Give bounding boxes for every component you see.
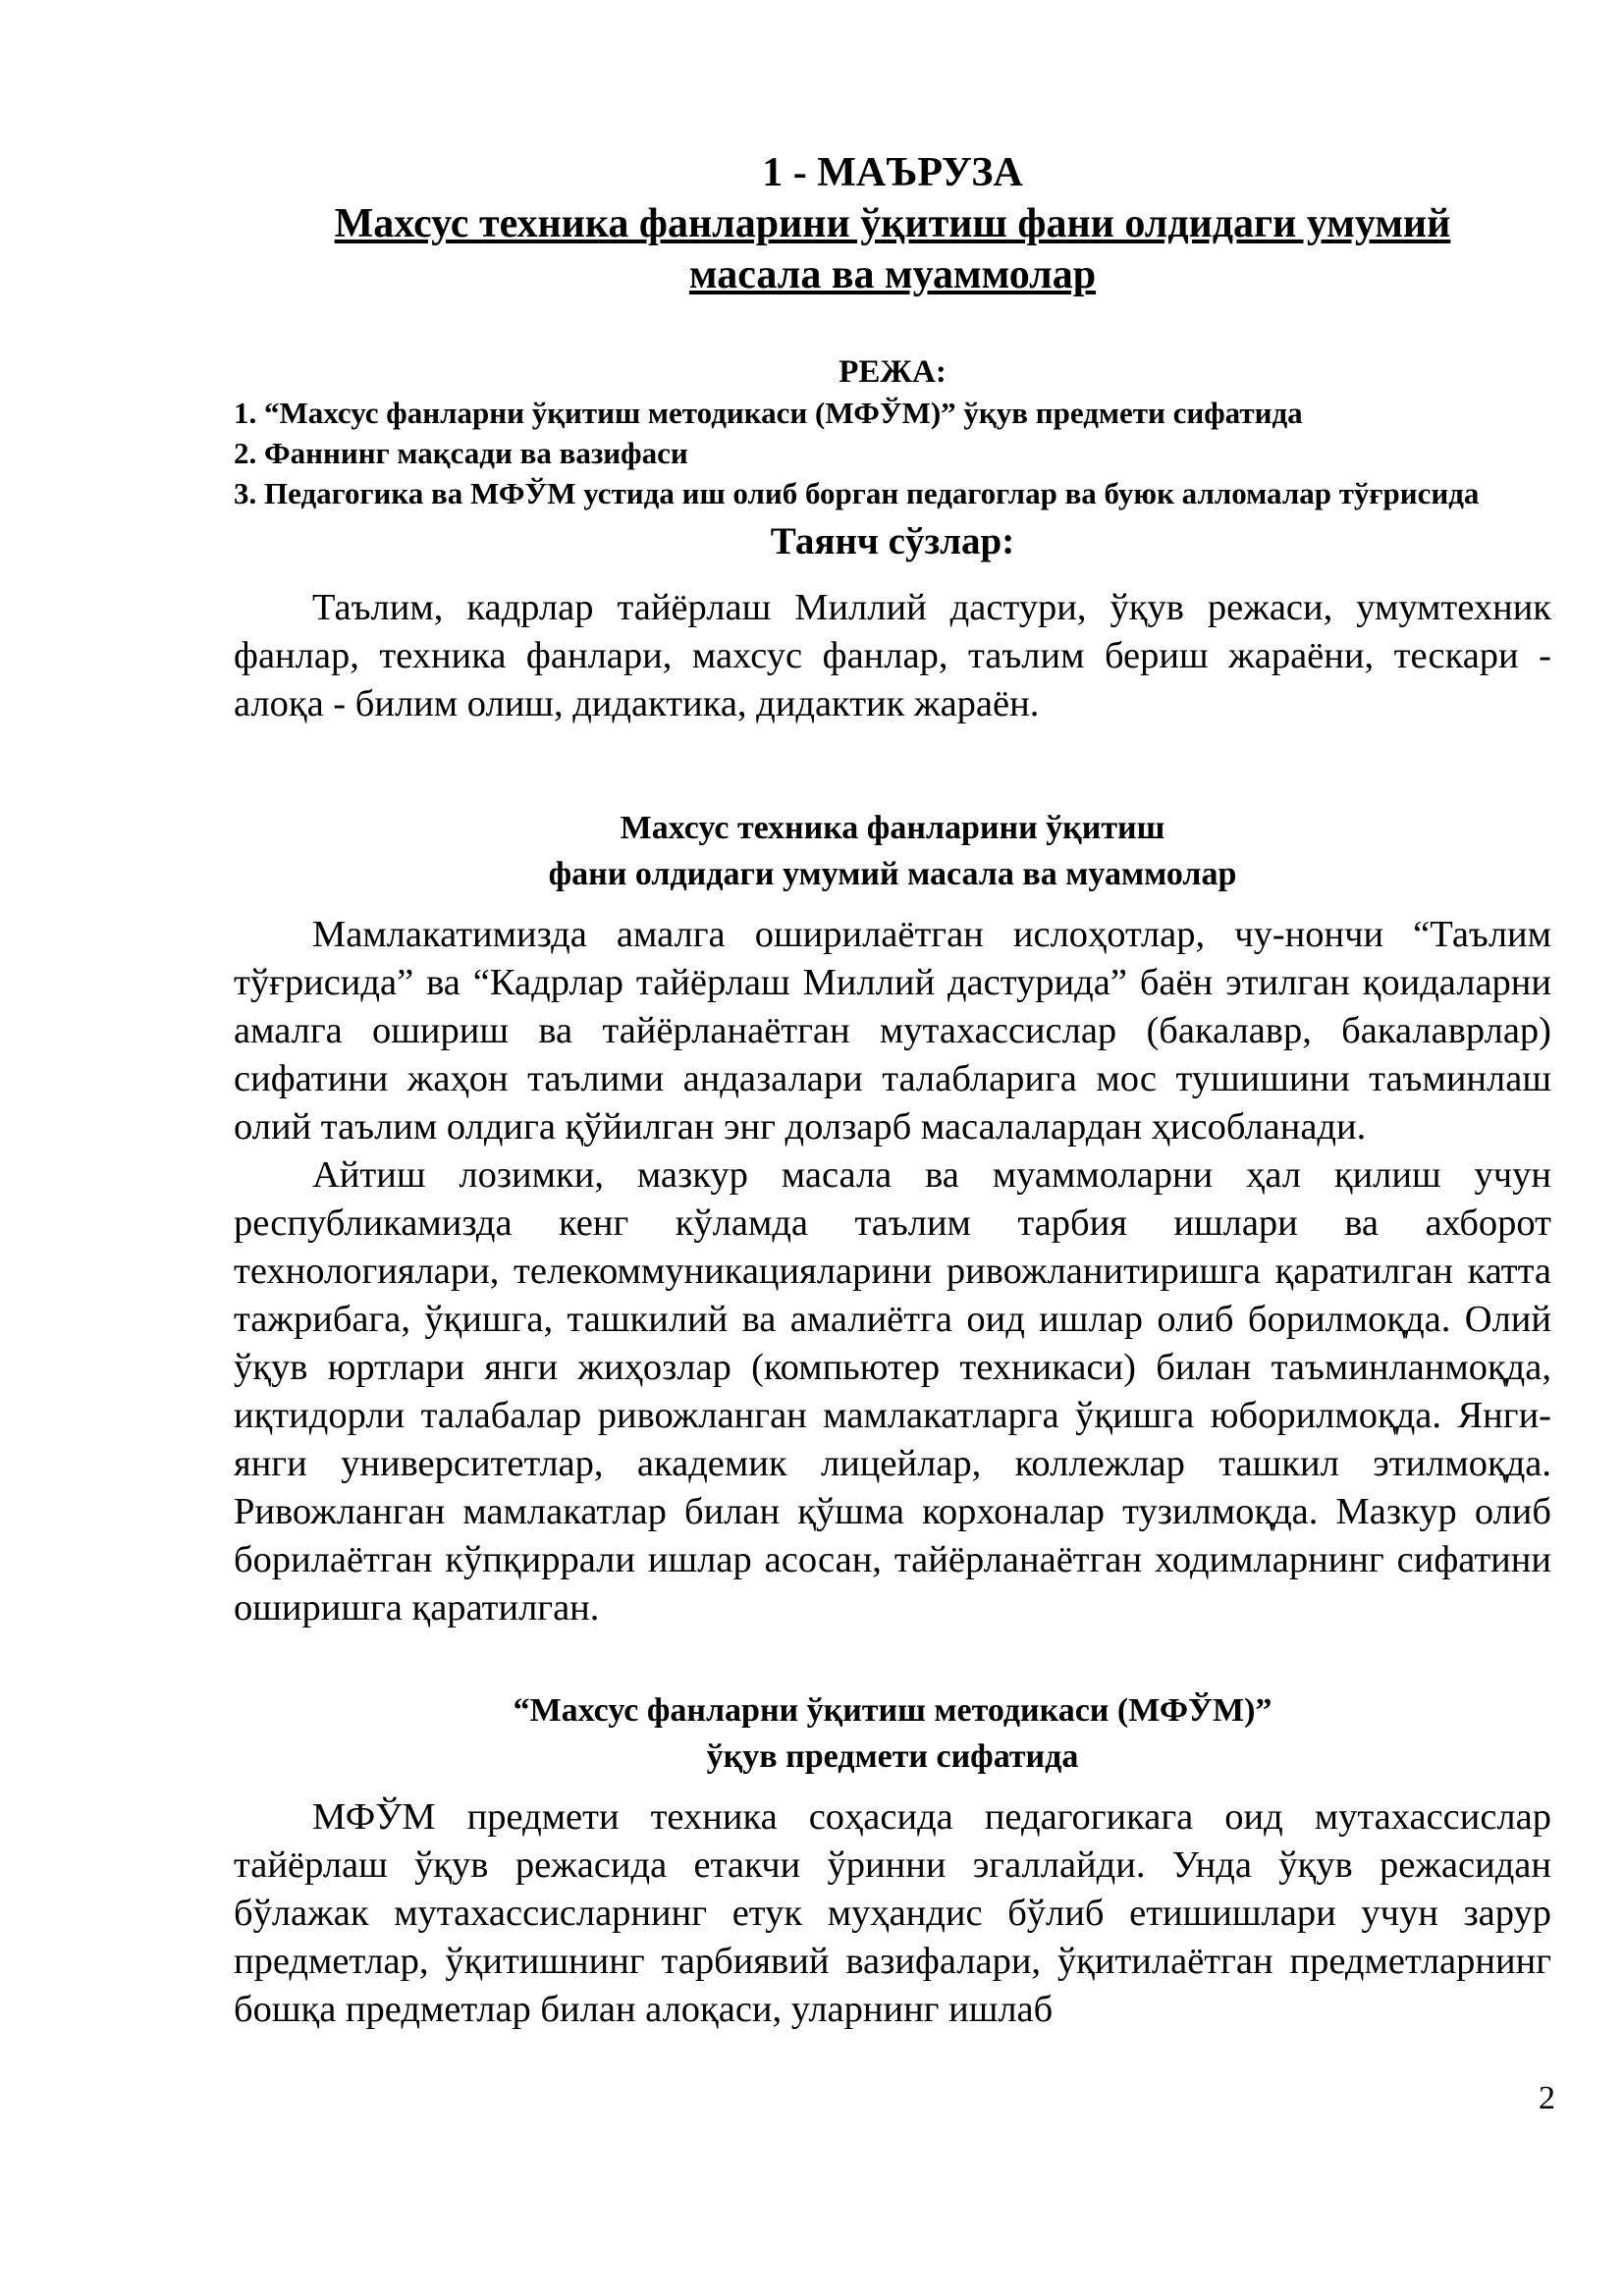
body-paragraph: Мамлакатимизда амалга оширилаётган ислоҳотлар, чу-нончи “Таълим тўғрисида” ва “Кадрлар тайёрлаш Миллий дастурида” баён этилган қоидаларни амалга ошириш ва тайёрланаётган мутахассислар (бакалавр, бакалаврлар) сифатини жаҳон таълими андазалари талабларига мос тушишини таъминлаш олий таълим олдига қўйилган энг долзарб масалалардан ҳисобланади. [234, 914, 1551, 1148]
section-heading [234, 1687, 1551, 1780]
plan-item: 2. Фаннинг мақсади ва вазифаси [234, 436, 688, 470]
section-heading-line: ўқув предмети сифатида [706, 1738, 1079, 1775]
body-paragraph: МФЎМ предмети техника соҳасида педагогикага оид мутахассислар тайёрлаш ўқув режасида етакчи ўринни эгаллайди. Унда ўқув режасидан бўлажак мутахассисларнинг етук муҳандис бўлиб етишишлари учун зарур предметлар, ўқитишнинг тарбиявий вазифалари, ўқитилаётган предметларнинг бошқа предметлар билан алоқаси, уларнинг ишлаб [234, 1796, 1551, 2030]
plan-heading: РЕЖА: [839, 354, 947, 390]
keywords-text: Таълим, кадрлар тайёрлаш Миллий дастури, ўқув режаси, умумтехник фанлар, техника фанлари, махсус фанлар, таълим бериш жараёни, тескари - алоқа - билим олиш, дидактика, дидактик жараён. [234, 587, 1551, 724]
lecture-number: 1 - МАЪРУЗА [762, 150, 1023, 195]
section-heading-line: фани олдидаги умумий масала ва муаммолар [548, 856, 1237, 892]
plan-item: 3. Педагогика ва МФЎМ устида иш олиб борган педагоглар ва буюк алломалар тўғрисида [234, 476, 1480, 510]
plan-item: 1. “Махсус фанларни ўқитиш методикаси (МФЎМ)” ўқув предмети сифатида [234, 396, 1303, 430]
keywords-heading: Таянч сўзлар: [770, 520, 1015, 562]
body-paragraph: Айтиш лозимки, мазкур масала ва муаммоларни ҳал қилиш учун республикамизда кенг кўламда таълим тарбия ишлари ва ахборот технологиялари, телекоммуникацияларини ривожланитиришга қаратилган катта тажрибага, ўқишга, ташкилий ва амалиётга оид ишлар олиб борилмоқда. Олий ўқув юртлари янги жиҳозлар (компьютер техникаси) билан таъминланмоқда, иқтидорли талабалар ривожланган мамлакатларга ўқишга юборилмоқда. Янги-янги университетлар, академик лицейлар, коллежлар ташкил этилмоқда. Ривожланган мамлакатлар билан қўшма корхоналар тузилмоқда. Мазкур олиб борилаётган кўпқиррали ишлар асосан, тайёрланаётган ходимларнинг сифатини оширишга қаратилган. [234, 1154, 1551, 1629]
section-heading [234, 805, 1551, 897]
plan-list [234, 393, 1551, 513]
lecture-title: Махсус техника фанларини ўқитиш фани олдидаги умумий масала ва муаммолар [334, 201, 1451, 297]
section-heading-line: “Махсус фанларни ўқитиш методикаси (МФЎМ)” [513, 1692, 1272, 1729]
page-number: 2 [1539, 2080, 1555, 2116]
page-content [234, 147, 1551, 2034]
section-heading-line: Махсус техника фанларини ўқитиш [620, 810, 1165, 846]
